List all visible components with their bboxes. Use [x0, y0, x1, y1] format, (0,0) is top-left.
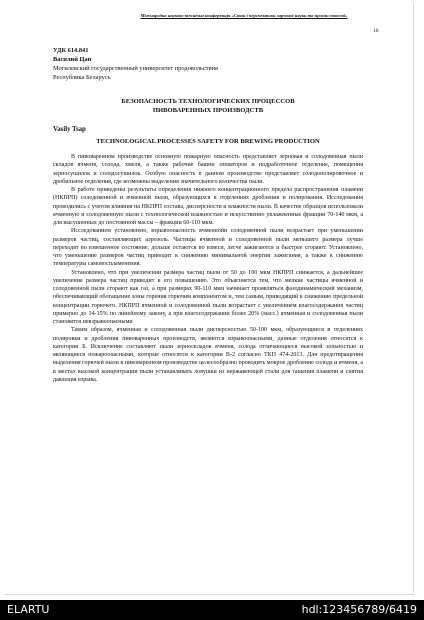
country: Республика Беларусь: [53, 74, 111, 81]
paragraph: В пивоваренном производстве основную пожарную опасность представляет зерновая и солодовенная пыли складов ячменя, солода, хмеля, а также рабочие башни элеваторов и подработочное отделение, помещения зерносушилок и солодосушилок. Особую опасность в данном производстве представляет солодополировочное и дробильное отделения, где возможны выделения значительного количества пыли.: [53, 154, 363, 185]
title-english: TECHNOLOGICAL PROCESSES SAFETY FOR BREWING PRODUCTION: [96, 138, 320, 145]
handle-link[interactable]: hdl:123456789/6419: [301, 603, 417, 616]
page-number: 16: [373, 28, 379, 34]
author-english: Vasily Tsap: [53, 126, 86, 133]
conference-header: Міжнародна науково-технічна конференція «Стан і перспективи харчової науки та промисловості»: [140, 13, 348, 18]
title-russian-line2: ПИВОВАРЕННЫХ ПРОИЗВОДСТВ: [152, 106, 264, 114]
document-page: [4, 2, 414, 595]
udk-code: УДК 614.841: [53, 47, 89, 54]
paragraph: Установлено, что при увеличении размера частиц пыли от 50 до 100 мкм НКПРП снижается, а дальнейшее увеличение размера частиц приводит к его повышению. Это объясняется тем, что мелкие частицы ячменной и солодовенной пыли сгорают как газ, а при размерах 90-110 мкм начинает проявляться фазодинамический механизм, обеспечивающий обогащение зоны горения горючим компонентом и, тем самым, приводящий к снижению предельной концентрации горючего. НКПРП ячменной и солодовенной пыли возрастает с увеличением влагосодержания частиц примерно до 14-15% по линейному закону, а при влагосодержании более 20% (масс.) ячменная и солодовенная пыли становятся невзрывоопасными: [53, 269, 363, 325]
author-name: Василий Цап: [53, 56, 92, 63]
paragraph: Исследованием установлено, взрывоопасность ячменнойи солодовенной пыли возрастает при уменьшении размеров частиц, составляющих аэрозоль. Частицы ячменной и солодовенной пыли меньшего размера лучше переходят во взвешенное состояние, дольше остаются во взвеси, легче зажигаются и быстрее сгорают. Установлено, что уменьшение размеров частиц приводит к снижению минимальной энергии зажигания, а также к снижению температуры самовоспламенения.: [53, 228, 363, 268]
repository-footer: [0, 600, 424, 620]
article-meta: [53, 46, 218, 82]
title-russian-line1: БЕЗОПАСНОСТЬ ТЕХНОЛОГИЧЕСКИХ ПРОЦЕССОВ: [121, 98, 295, 105]
repository-name: ELARTU: [7, 603, 50, 616]
paragraph: В работе приведены результаты определения нижнего концентрационного предела распространения пламени (НКПРП) солодовенной и ячменной пыли, образующихся в отделениях дробления и полирования. Исследования проводились с учетом влияния на НКПРП состава, дисперсности и влажности пыли. В качестве образцов использовали ячменную и солодовенную пыли с технологической влажностью и искусственно увлажненные фракции 70-140 мкм, а для высушенных до постоянной массы – фракции 60-110 мкм.: [53, 187, 363, 226]
article-body: [53, 153, 363, 384]
title-russian: [53, 98, 363, 115]
paragraph: Таким образом, ячменная и солодовенная пыли дисперсностью 50-100 мкм, образующиеся в отделениях полировки и дробления пивоваренных производств, являются взрывоопасными, данные отделения относятся к категории Б. Исключение составляют пыли зерноскладов ячменя, солода отличающиеся высокой зольностью и являющиеся пожароопасными, которые относятся к категории В-2 согласно ТКП 474-2013. Для предотвращения выделения горючей пыли в пивоваренном производстве целесообразно проводить мокрое дробление солода и ячменя, а в местах высокой концентрации пыли устанавливать ловушки из нержавеющей стали для гашения пламени и снятия давления взрыва.: [53, 327, 363, 383]
affiliation: Могилевский государственный университет продовольствия: [53, 65, 218, 72]
